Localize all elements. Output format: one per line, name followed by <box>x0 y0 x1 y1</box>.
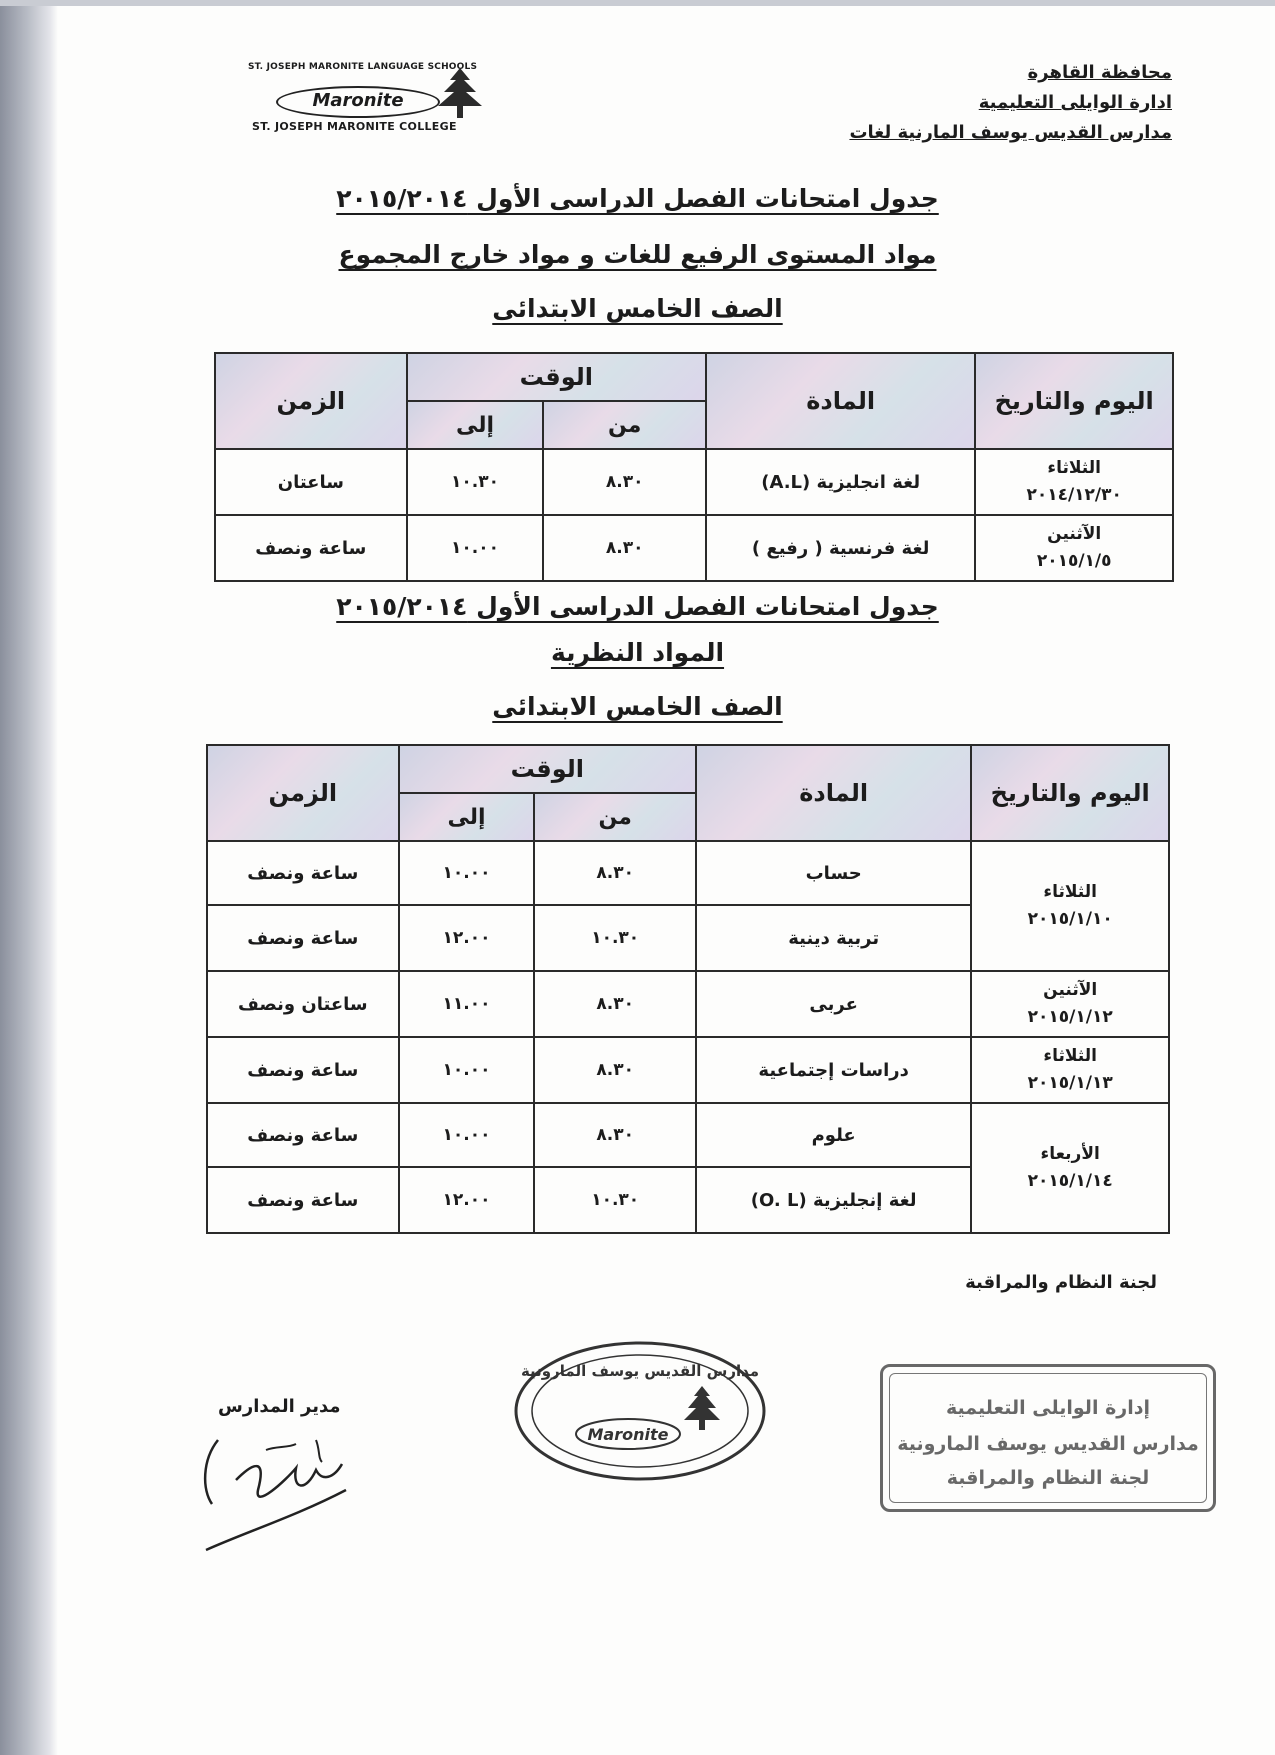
section2-grade: الصف الخامس الابتدائى <box>492 692 783 721</box>
to-cell: ١١.٠٠ <box>399 971 535 1037</box>
header-day-date: اليوم والتاريخ <box>975 353 1173 449</box>
from-cell: ١٠.٣٠ <box>534 1167 696 1233</box>
header-time: الوقت <box>399 745 696 793</box>
school-logo <box>248 62 498 136</box>
day-date-cell: الثلاثاء ٢٠١٥/١/١٣ <box>971 1037 1169 1103</box>
subject-cell: لغة انجليزية (A.L) <box>706 449 975 515</box>
from-cell: ٨.٣٠ <box>534 1037 696 1103</box>
table-row <box>207 1037 1169 1103</box>
duration-cell: ساعتان <box>215 449 407 515</box>
table-row <box>215 449 1173 515</box>
duration-cell: ساعة ونصف <box>207 1103 399 1167</box>
duration-cell: ساعة ونصف <box>215 515 407 581</box>
stamp-line: لجنة النظام والمراقبة <box>946 1467 1150 1489</box>
from-cell: ٨.٣٠ <box>534 971 696 1037</box>
seal-brand: Maronite <box>587 1425 669 1444</box>
to-cell: ١٠.٠٠ <box>407 515 544 581</box>
header-from: من <box>543 401 706 449</box>
logo-arc-text: ST. JOSEPH MARONITE LANGUAGE SCHOOLS <box>248 62 478 72</box>
table-row <box>215 515 1173 581</box>
subject-cell: تربية دينية <box>696 905 971 971</box>
to-cell: ١٠.٠٠ <box>399 1037 535 1103</box>
subject-cell: لغة إنجليزية (O. L) <box>696 1167 971 1233</box>
day-date-cell: الآثنين ٢٠١٥/١/١٢ <box>971 971 1169 1037</box>
school-seal-stamp <box>510 1336 770 1486</box>
subject-cell: دراسات إجتماعية <box>696 1037 971 1103</box>
table-row <box>207 971 1169 1037</box>
header-day-date: اليوم والتاريخ <box>971 745 1169 841</box>
day-date-cell: الثلاثاء ٢٠١٤/١٢/٣٠ <box>975 449 1173 515</box>
table-row <box>207 1103 1169 1167</box>
logo-college-text: ST. JOSEPH MARONITE COLLEGE <box>252 120 457 133</box>
duration-cell: ساعتان ونصف <box>207 971 399 1037</box>
section1-grade: الصف الخامس الابتدائى <box>492 294 783 323</box>
from-cell: ١٠.٣٠ <box>534 905 696 971</box>
from-cell: ٨.٣٠ <box>534 1103 696 1167</box>
seal-text: مدارس القديس يوسف المارونية <box>520 1362 760 1380</box>
day-date-cell: الآثنين ٢٠١٥/١/٥ <box>975 515 1173 581</box>
header-subject: المادة <box>706 353 975 449</box>
duration-cell: ساعة ونصف <box>207 1037 399 1103</box>
cedar-tree-icon <box>430 66 490 122</box>
subject-cell: عربى <box>696 971 971 1037</box>
header-duration: الزمن <box>207 745 399 841</box>
to-cell: ١٠.٠٠ <box>399 1103 535 1167</box>
seal-cedar-icon <box>684 1386 720 1430</box>
from-cell: ٨.٣٠ <box>543 515 706 581</box>
subject-cell: حساب <box>696 841 971 905</box>
header-from: من <box>534 793 696 841</box>
governorate-label: محافظة القاهرة <box>1027 62 1172 83</box>
director-signature <box>196 1420 366 1560</box>
from-cell: ٨.٣٠ <box>543 449 706 515</box>
duration-cell: ساعة ونصف <box>207 1167 399 1233</box>
header-time: الوقت <box>407 353 706 401</box>
school-name: مدارس القديس يوسف المارنية لغات <box>849 122 1172 143</box>
administration-label: ادارة الوايلى التعليمية <box>978 92 1172 113</box>
exam-table-theoretical <box>206 744 1170 1234</box>
director-label: مدير المدارس <box>218 1396 341 1417</box>
subject-cell: لغة فرنسية ( رفيع ) <box>706 515 975 581</box>
day-date-cell: الأربعاء ٢٠١٥/١/١٤ <box>971 1103 1169 1233</box>
header-duration: الزمن <box>215 353 407 449</box>
stamp-line: إدارة الوايلى التعليمية <box>946 1397 1150 1419</box>
subject-cell: علوم <box>696 1103 971 1167</box>
committee-stamp <box>880 1364 1216 1512</box>
header-subject: المادة <box>696 745 971 841</box>
day-date-cell: الثلاثاء ٢٠١٥/١/١٠ <box>971 841 1169 971</box>
section1-subtitle: مواد المستوى الرفيع للغات و مواد خارج المجموع <box>338 240 937 269</box>
duration-cell: ساعة ونصف <box>207 841 399 905</box>
table-row <box>207 841 1169 905</box>
duration-cell: ساعة ونصف <box>207 905 399 971</box>
header-to: إلى <box>399 793 535 841</box>
section2-title: جدول امتحانات الفصل الدراسى الأول ٢٠١٥/٢٠١٤ <box>336 592 939 621</box>
institution-header <box>752 58 1172 148</box>
to-cell: ١٢.٠٠ <box>399 905 535 971</box>
from-cell: ٨.٣٠ <box>534 841 696 905</box>
exam-table-languages <box>214 352 1174 582</box>
to-cell: ١٢.٠٠ <box>399 1167 535 1233</box>
scan-top-edge <box>0 0 1275 6</box>
to-cell: ١٠.٣٠ <box>407 449 544 515</box>
section2-subtitle: المواد النظرية <box>550 638 725 667</box>
section1-title: جدول امتحانات الفصل الدراسى الأول ٢٠١٥/٢٠١٤ <box>336 184 939 213</box>
to-cell: ١٠.٠٠ <box>399 841 535 905</box>
logo-brand: Maronite <box>276 86 440 118</box>
committee-label: لجنة النظام والمراقبة <box>965 1272 1157 1293</box>
stamp-line: مدارس القديس يوسف المارونية <box>897 1433 1199 1455</box>
header-to: إلى <box>407 401 544 449</box>
